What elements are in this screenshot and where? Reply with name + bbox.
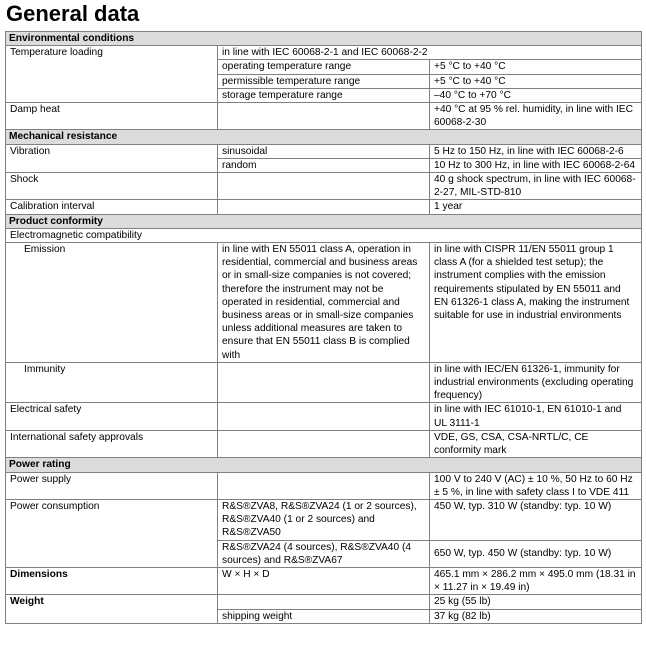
row-sublabel xyxy=(218,595,430,609)
row-value: in line with IEC 60068-2-1 and IEC 60068-2-2 xyxy=(218,46,642,60)
row-label: International safety approvals xyxy=(6,430,218,457)
table-row xyxy=(6,200,642,214)
row-value: –40 °C to +70 °C xyxy=(430,88,642,102)
section-power: Power rating xyxy=(6,458,642,472)
row-sublabel xyxy=(218,103,430,130)
row-value: VDE, GS, CSA, CSA-NRTL/C, CE conformity mark xyxy=(430,430,642,457)
table-row xyxy=(6,228,642,242)
row-value: in line with IEC/EN 61326-1, immunity for industrial environments (excluding operating frequency) xyxy=(430,362,642,403)
row-label: Calibration interval xyxy=(6,200,218,214)
row-value: 37 kg (82 lb) xyxy=(430,609,642,623)
page-title: General data xyxy=(6,1,140,26)
table-row xyxy=(6,144,642,158)
row-sublabel: permissible temperature range xyxy=(218,74,430,88)
row-sublabel xyxy=(218,472,430,499)
row-value: 450 W, typ. 310 W (standby: typ. 10 W) xyxy=(430,499,642,540)
table-row xyxy=(6,103,642,130)
row-sublabel xyxy=(218,430,430,457)
row-value: 1 year xyxy=(430,200,642,214)
row-value: 465.1 mm × 286.2 mm × 495.0 mm (18.31 in × 11.27 in × 19.49 in) xyxy=(430,567,642,594)
row-label: Shock xyxy=(6,173,218,200)
row-value: 650 W, typ. 450 W (standby: typ. 10 W) xyxy=(430,540,642,567)
row-sublabel: W × H × D xyxy=(218,567,430,594)
row-value: 10 Hz to 300 Hz, in line with IEC 60068-2-64 xyxy=(430,158,642,172)
section-row xyxy=(6,214,642,228)
row-sublabel: R&S®ZVA24 (4 sources), R&S®ZVA40 (4 sources) and R&S®ZVA67 xyxy=(218,540,430,567)
row-label: Electromagnetic compatibility xyxy=(6,228,642,242)
row-sublabel: operating temperature range xyxy=(218,60,430,74)
row-sublabel xyxy=(218,362,430,403)
row-value: 100 V to 240 V (AC) ± 10 %, 50 Hz to 60 Hz ± 5 %, in line with safety class I to VDE 411 xyxy=(430,472,642,499)
row-value: in line with IEC 61010-1, EN 61010-1 and UL 3111-1 xyxy=(430,403,642,430)
row-value: +40 °C at 95 % rel. humidity, in line with IEC 60068-2-30 xyxy=(430,103,642,130)
row-value: in line with CISPR 11/EN 55011 group 1 class A (for a shielded test setup); the instrument complies with the emission requirements stipulated by EN 55011 and EN 61326-1 class A, making the instrument suitable for use in industrial environments xyxy=(430,243,642,363)
row-sublabel: storage temperature range xyxy=(218,88,430,102)
table-row xyxy=(6,567,642,594)
row-sublabel: sinusoidal xyxy=(218,144,430,158)
row-label: Temperature loading xyxy=(6,46,218,103)
row-value: 25 kg (55 lb) xyxy=(430,595,642,609)
row-label: Damp heat xyxy=(6,103,218,130)
table-row xyxy=(6,46,642,60)
row-value: 5 Hz to 150 Hz, in line with IEC 60068-2-6 xyxy=(430,144,642,158)
row-sublabel: R&S®ZVA8, R&S®ZVA24 (1 or 2 sources), R&S®ZVA40 (1 or 2 sources) and R&S®ZVA50 xyxy=(218,499,430,540)
row-sublabel: random xyxy=(218,158,430,172)
table-row xyxy=(6,430,642,457)
row-sublabel xyxy=(218,200,430,214)
row-label: Immunity xyxy=(6,362,218,403)
row-label: Weight xyxy=(6,595,218,623)
table-row xyxy=(6,595,642,609)
row-label: Electrical safety xyxy=(6,403,218,430)
section-environmental: Environmental conditions xyxy=(6,32,642,46)
row-label: Emission xyxy=(6,243,218,363)
section-row xyxy=(6,32,642,46)
row-value: +5 °C to +40 °C xyxy=(430,60,642,74)
table-row xyxy=(6,173,642,200)
table-row xyxy=(6,403,642,430)
section-row xyxy=(6,458,642,472)
section-product: Product conformity xyxy=(6,214,642,228)
general-data-table xyxy=(5,31,642,624)
row-label: Power supply xyxy=(6,472,218,499)
row-label: Power consumption xyxy=(6,499,218,567)
section-mechanical: Mechanical resistance xyxy=(6,130,642,144)
row-value: +5 °C to +40 °C xyxy=(430,74,642,88)
table-row xyxy=(6,472,642,499)
table-row xyxy=(6,243,642,363)
row-sublabel xyxy=(218,173,430,200)
row-sublabel: in line with EN 55011 class A, operation in residential, commercial and business areas or in small-size companies is not covered; therefore the instrument may not be operated in residential, commercial and business areas or in small-size companies unless additional measures are taken to ensure that EN 55011 class B is complied with xyxy=(218,243,430,363)
section-row xyxy=(6,130,642,144)
table-row xyxy=(6,499,642,540)
table-row xyxy=(6,362,642,403)
row-value: 40 g shock spectrum, in line with IEC 60068-2-27, MIL-STD-810 xyxy=(430,173,642,200)
row-sublabel: shipping weight xyxy=(218,609,430,623)
row-label: Vibration xyxy=(6,144,218,172)
row-sublabel xyxy=(218,403,430,430)
row-label: Dimensions xyxy=(6,567,218,594)
